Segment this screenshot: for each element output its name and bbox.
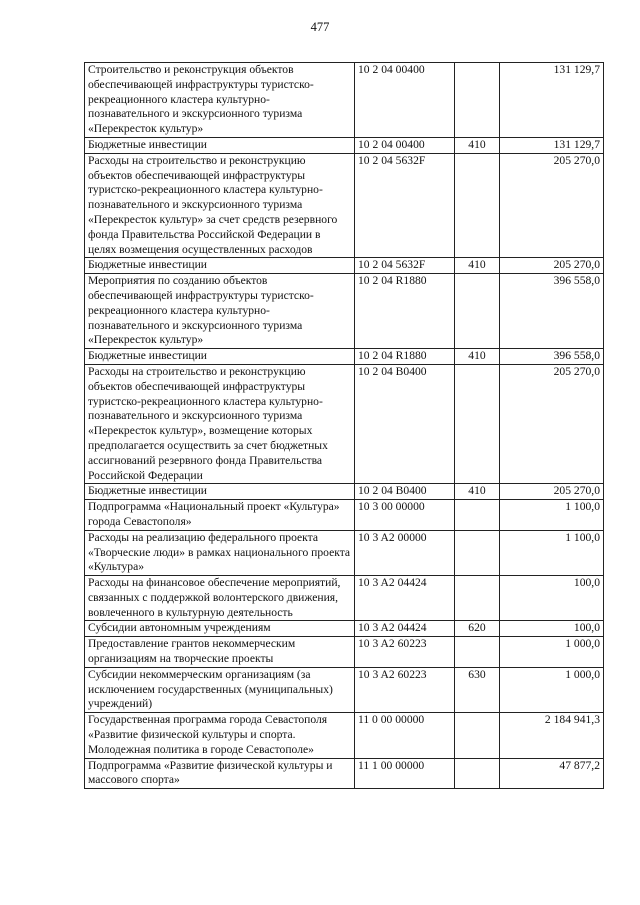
target-code-cell: 10 2 04 00400 xyxy=(355,137,455,153)
table-row xyxy=(85,349,604,365)
amount-cell: 205 270,0 xyxy=(500,153,604,258)
target-code-cell: 10 3 A2 60223 xyxy=(355,637,455,668)
item-name-cell: Расходы на финансовое обеспечение мероприятий, связанных с поддержкой волонтерского движения, вовлеченного в культурную деятельность xyxy=(85,576,355,621)
target-code-cell: 10 2 04 5632F xyxy=(355,258,455,274)
target-code-cell: 10 3 00 00000 xyxy=(355,500,455,531)
expense-type-cell xyxy=(455,758,500,789)
item-name-cell: Бюджетные инвестиции xyxy=(85,137,355,153)
item-name-cell: Расходы на строительство и реконструкцию объектов обеспечивающей инфраструктуры туристско-рекреационного кластера культурно-познавательного и экскурсионного туризма «Перекресток культур», возмещение которых предполагается осуществить за счет бюджетных ассигнований резервного фонда Правительства Российской Федерации xyxy=(85,364,355,483)
amount-cell: 1 000,0 xyxy=(500,637,604,668)
expense-type-cell xyxy=(455,576,500,621)
item-name-cell: Бюджетные инвестиции xyxy=(85,258,355,274)
item-name-cell: Субсидии автономным учреждениям xyxy=(85,621,355,637)
table-row xyxy=(85,500,604,531)
target-code-cell: 10 2 04 B0400 xyxy=(355,484,455,500)
expense-type-cell: 630 xyxy=(455,667,500,712)
amount-cell: 100,0 xyxy=(500,621,604,637)
target-code-cell: 10 3 A2 04424 xyxy=(355,576,455,621)
table-row xyxy=(85,63,604,138)
expense-type-cell xyxy=(455,713,500,758)
target-code-cell: 10 2 04 R1880 xyxy=(355,274,455,349)
page-number: 477 xyxy=(310,20,330,34)
table-row xyxy=(85,364,604,483)
table-row xyxy=(85,530,604,575)
table-row xyxy=(85,258,604,274)
item-name-cell: Расходы на реализацию федерального проекта «Творческие люди» в рамках национального проекта «Культура» xyxy=(85,530,355,575)
amount-cell: 396 558,0 xyxy=(500,274,604,349)
table-row xyxy=(85,274,604,349)
expense-type-cell xyxy=(455,364,500,483)
item-name-cell: Государственная программа города Севастополя «Развитие физической культуры и спорта. Молодежная политика в городе Севастополе» xyxy=(85,713,355,758)
amount-cell: 100,0 xyxy=(500,576,604,621)
table-row xyxy=(85,484,604,500)
amount-cell: 1 000,0 xyxy=(500,667,604,712)
budget-table xyxy=(84,62,604,789)
target-code-cell: 10 3 A2 00000 xyxy=(355,530,455,575)
target-code-cell: 10 2 04 00400 xyxy=(355,63,455,138)
table-row xyxy=(85,153,604,258)
amount-cell: 1 100,0 xyxy=(500,530,604,575)
table-row xyxy=(85,637,604,668)
item-name-cell: Расходы на строительство и реконструкцию объектов обеспечивающей инфраструктуры туристско-рекреационного кластера культурно-познавательного и экскурсионного туризма «Перекресток культур» за счет средств резервного фонда Правительства Российской Федерации в целях возмещения осуществленных расходов xyxy=(85,153,355,258)
expense-type-cell: 410 xyxy=(455,258,500,274)
target-code-cell: 10 2 04 R1880 xyxy=(355,349,455,365)
expense-type-cell xyxy=(455,530,500,575)
expense-type-cell xyxy=(455,153,500,258)
item-name-cell: Подпрограмма «Развитие физической культуры и массового спорта» xyxy=(85,758,355,789)
target-code-cell: 10 3 A2 60223 xyxy=(355,667,455,712)
amount-cell: 205 270,0 xyxy=(500,484,604,500)
target-code-cell: 10 2 04 B0400 xyxy=(355,364,455,483)
amount-cell: 1 100,0 xyxy=(500,500,604,531)
item-name-cell: Бюджетные инвестиции xyxy=(85,349,355,365)
table-row xyxy=(85,621,604,637)
expense-type-cell xyxy=(455,63,500,138)
amount-cell: 47 877,2 xyxy=(500,758,604,789)
amount-cell: 131 129,7 xyxy=(500,137,604,153)
item-name-cell: Подпрограмма «Национальный проект «Культура» города Севастополя» xyxy=(85,500,355,531)
target-code-cell: 11 0 00 00000 xyxy=(355,713,455,758)
table-row xyxy=(85,667,604,712)
target-code-cell: 11 1 00 00000 xyxy=(355,758,455,789)
expense-type-cell: 410 xyxy=(455,484,500,500)
target-code-cell: 10 3 A2 04424 xyxy=(355,621,455,637)
amount-cell: 131 129,7 xyxy=(500,63,604,138)
expense-type-cell xyxy=(455,637,500,668)
table-row xyxy=(85,137,604,153)
expense-type-cell: 410 xyxy=(455,349,500,365)
target-code-cell: 10 2 04 5632F xyxy=(355,153,455,258)
amount-cell: 2 184 941,3 xyxy=(500,713,604,758)
amount-cell: 205 270,0 xyxy=(500,258,604,274)
expense-type-cell xyxy=(455,274,500,349)
table-row xyxy=(85,758,604,789)
amount-cell: 205 270,0 xyxy=(500,364,604,483)
table-row xyxy=(85,713,604,758)
expense-type-cell: 620 xyxy=(455,621,500,637)
expense-type-cell xyxy=(455,500,500,531)
item-name-cell: Бюджетные инвестиции xyxy=(85,484,355,500)
table-row xyxy=(85,576,604,621)
item-name-cell: Предоставление грантов некоммерческим организациям на творческие проекты xyxy=(85,637,355,668)
item-name-cell: Строительство и реконструкция объектов обеспечивающей инфраструктуры туристско-рекреационного кластера культурно-познавательного и экскурсионного туризма «Перекресток культур» xyxy=(85,63,355,138)
item-name-cell: Мероприятия по созданию объектов обеспечивающей инфраструктуры туристско-рекреационного кластера культурно-познавательного и экскурсионного туризма «Перекресток культур» xyxy=(85,274,355,349)
item-name-cell: Субсидии некоммерческим организациям (за исключением государственных (муниципальных) учреждений) xyxy=(85,667,355,712)
expense-type-cell: 410 xyxy=(455,137,500,153)
amount-cell: 396 558,0 xyxy=(500,349,604,365)
